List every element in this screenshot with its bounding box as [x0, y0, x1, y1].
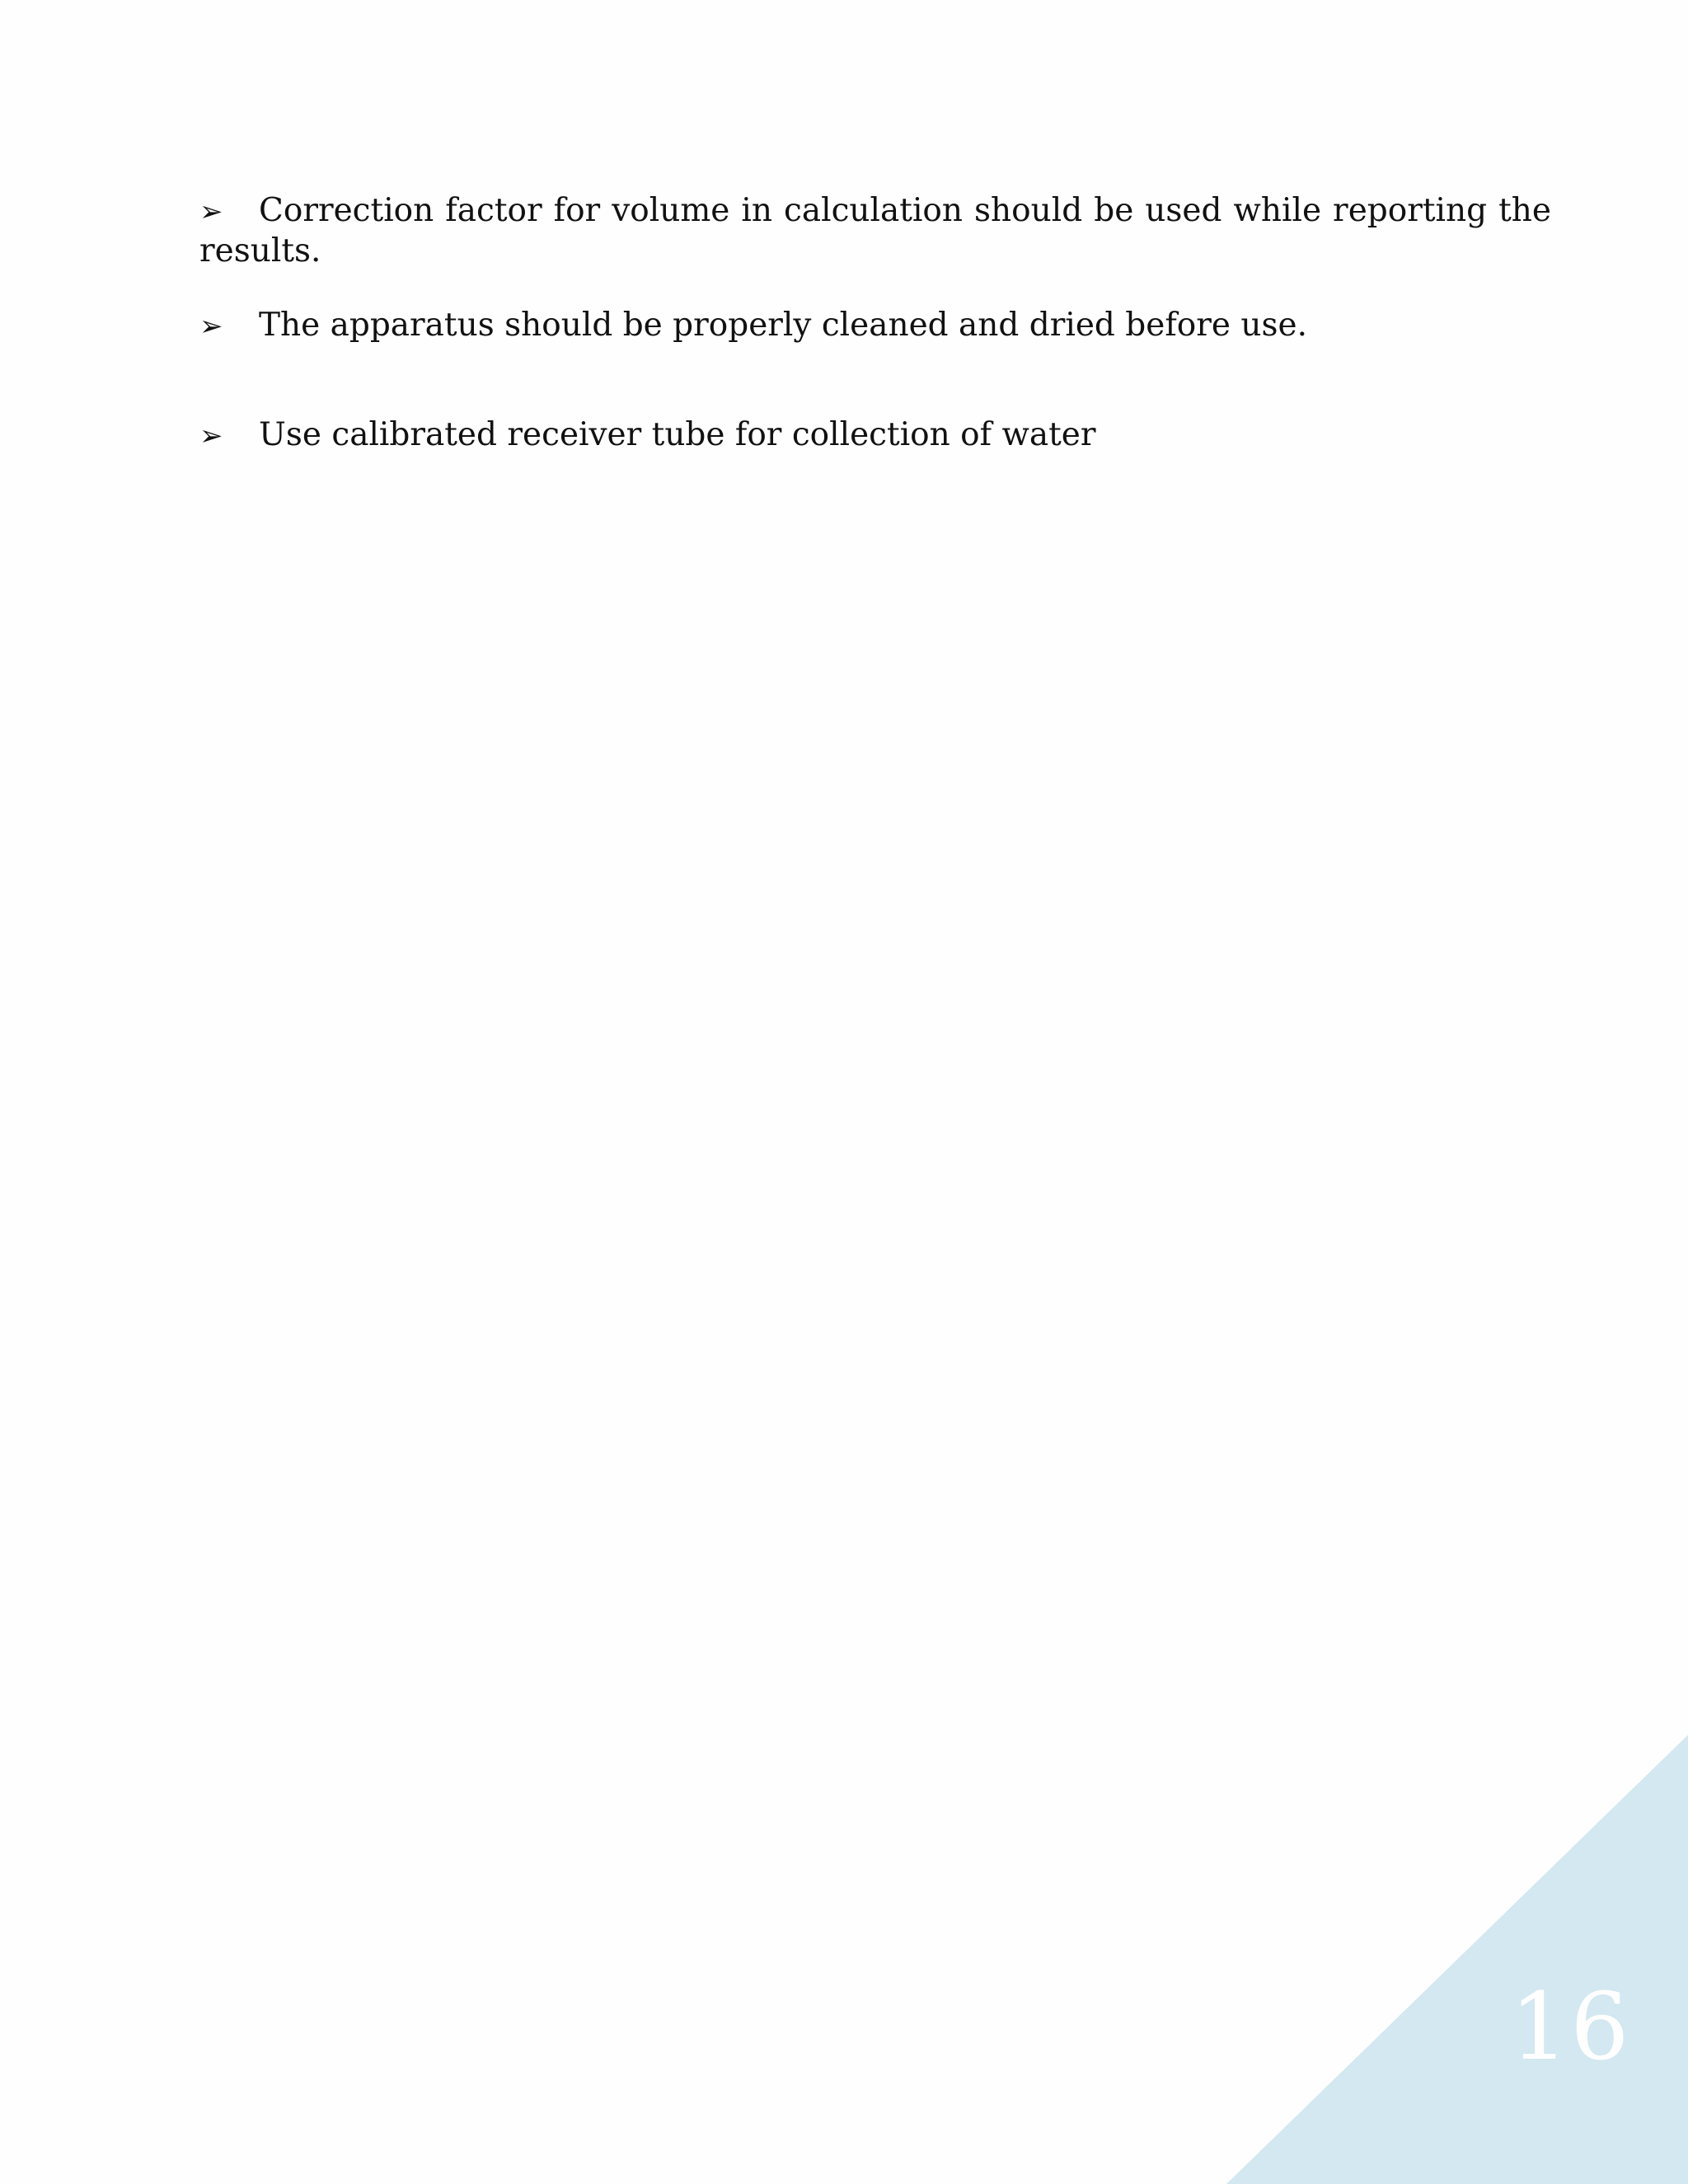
bullet-text: Use calibrated receiver tube for collection of water	[259, 416, 1096, 453]
page-number: 16	[1510, 1974, 1631, 2081]
arrowhead-bullet-icon: ➢	[199, 419, 223, 452]
bullet-item	[199, 415, 1551, 456]
arrowhead-bullet-icon: ➢	[199, 310, 223, 343]
arrowhead-bullet-icon: ➢	[199, 195, 223, 228]
bullet-item	[199, 306, 1551, 346]
bullet-text: Correction factor for volume in calculation should be used while reporting the results.	[199, 192, 1551, 269]
corner-triangle-decoration	[1226, 1735, 1688, 2184]
bullet-list	[199, 191, 1551, 456]
bullet-text: The apparatus should be properly cleaned and dried before use.	[259, 307, 1307, 344]
bullet-item	[199, 191, 1551, 271]
